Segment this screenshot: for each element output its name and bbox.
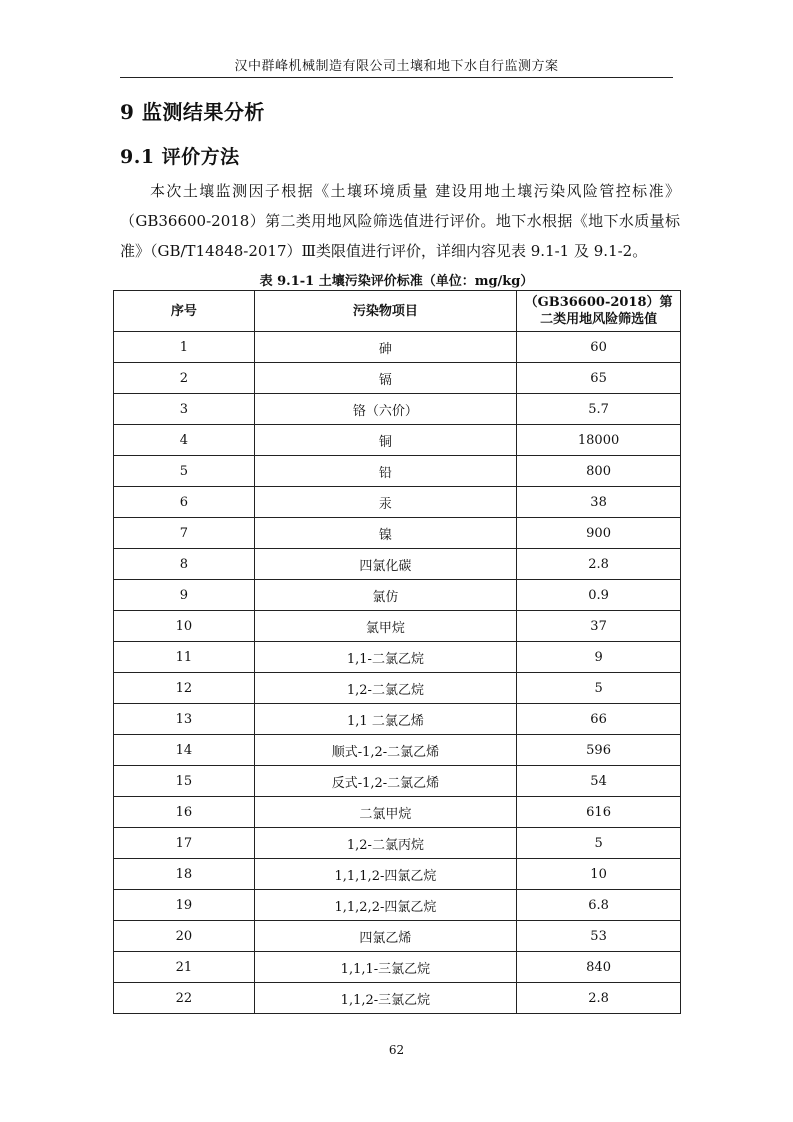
- pollution-standard-table: [113, 290, 681, 1014]
- table-row: [114, 456, 681, 487]
- table-row: [114, 952, 681, 983]
- cell-index: 4: [114, 425, 255, 456]
- table-row: [114, 797, 681, 828]
- subsection-heading: 9.1 评价方法: [120, 146, 240, 168]
- cell-pollutant: 1,1,1,2-四氯乙烷: [254, 859, 516, 890]
- cell-pollutant: 镉: [254, 363, 516, 394]
- table-row: [114, 487, 681, 518]
- cell-pollutant: 1,1,2,2-四氯乙烷: [254, 890, 516, 921]
- cell-screening-value: 5.7: [517, 394, 681, 425]
- cell-index: 5: [114, 456, 255, 487]
- cell-pollutant: 四氯化碳: [254, 549, 516, 580]
- cell-index: 9: [114, 580, 255, 611]
- cell-pollutant: 反式-1,2-二氯乙烯: [254, 766, 516, 797]
- cell-index: 8: [114, 549, 255, 580]
- cell-index: 6: [114, 487, 255, 518]
- cell-screening-value: 596: [517, 735, 681, 766]
- cell-pollutant: 砷: [254, 332, 516, 363]
- cell-screening-value: 10: [517, 859, 681, 890]
- table-body: [114, 332, 681, 1014]
- cell-screening-value: 840: [517, 952, 681, 983]
- column-header-index: 序号: [114, 291, 255, 332]
- table-row: [114, 518, 681, 549]
- table-header-row: [114, 291, 681, 332]
- table-row: [114, 828, 681, 859]
- cell-pollutant: 1,1-二氯乙烷: [254, 642, 516, 673]
- table-row: [114, 642, 681, 673]
- cell-screening-value: 2.8: [517, 549, 681, 580]
- table-row: [114, 673, 681, 704]
- table-row: [114, 859, 681, 890]
- table-row: [114, 921, 681, 952]
- cell-screening-value: 9: [517, 642, 681, 673]
- column-header-screening-value: （GB36600-2018）第二类用地风险筛选值: [517, 291, 681, 332]
- cell-index: 3: [114, 394, 255, 425]
- body-paragraph: 本次土壤监测因子根据《土壤环境质量 建设用地土壤污染风险管控标准》（GB36600-2018）第二类用地风险筛选值进行评价。地下水根据《地下水质量标准》（GB/T14848-2017）Ⅲ类限值进行评价，详细内容见表 9.1-1 及 9.1-2。: [120, 182, 680, 260]
- cell-index: 11: [114, 642, 255, 673]
- cell-index: 18: [114, 859, 255, 890]
- cell-pollutant: 铬（六价）: [254, 394, 516, 425]
- section-heading: 9 监测结果分析: [120, 100, 265, 124]
- table-row: [114, 611, 681, 642]
- cell-index: 21: [114, 952, 255, 983]
- column-header-pollutant: 污染物项目: [254, 291, 516, 332]
- cell-index: 12: [114, 673, 255, 704]
- cell-index: 1: [114, 332, 255, 363]
- cell-index: 15: [114, 766, 255, 797]
- cell-index: 14: [114, 735, 255, 766]
- cell-index: 2: [114, 363, 255, 394]
- page-number: 62: [388, 1043, 405, 1057]
- cell-screening-value: 53: [517, 921, 681, 952]
- cell-index: 16: [114, 797, 255, 828]
- cell-screening-value: 66: [517, 704, 681, 735]
- cell-index: 13: [114, 704, 255, 735]
- cell-index: 17: [114, 828, 255, 859]
- table-caption: 表 9.1-1 土壤污染评价标准（单位：mg/kg）: [259, 274, 534, 289]
- cell-index: 19: [114, 890, 255, 921]
- cell-index: 10: [114, 611, 255, 642]
- cell-pollutant: 二氯甲烷: [254, 797, 516, 828]
- cell-screening-value: 5: [517, 828, 681, 859]
- table-row: [114, 549, 681, 580]
- cell-pollutant: 铜: [254, 425, 516, 456]
- table-row: [114, 735, 681, 766]
- table-row: [114, 425, 681, 456]
- cell-pollutant: 1,1 二氯乙烯: [254, 704, 516, 735]
- cell-pollutant: 顺式-1,2-二氯乙烯: [254, 735, 516, 766]
- page-header: 汉中群峰机械制造有限公司土壤和地下水自行监测方案: [234, 59, 559, 74]
- table-row: [114, 363, 681, 394]
- cell-screening-value: 900: [517, 518, 681, 549]
- cell-pollutant: 镍: [254, 518, 516, 549]
- table-row: [114, 766, 681, 797]
- cell-screening-value: 2.8: [517, 983, 681, 1014]
- header-rule: [120, 77, 673, 78]
- cell-index: 7: [114, 518, 255, 549]
- cell-screening-value: 38: [517, 487, 681, 518]
- cell-pollutant: 氯甲烷: [254, 611, 516, 642]
- cell-screening-value: 616: [517, 797, 681, 828]
- table-row: [114, 394, 681, 425]
- cell-pollutant: 1,2-二氯丙烷: [254, 828, 516, 859]
- cell-pollutant: 汞: [254, 487, 516, 518]
- cell-screening-value: 60: [517, 332, 681, 363]
- table-row: [114, 704, 681, 735]
- cell-pollutant: 铅: [254, 456, 516, 487]
- table-row: [114, 580, 681, 611]
- cell-index: 22: [114, 983, 255, 1014]
- cell-pollutant: 四氯乙烯: [254, 921, 516, 952]
- cell-screening-value: 18000: [517, 425, 681, 456]
- table-row: [114, 983, 681, 1014]
- cell-screening-value: 54: [517, 766, 681, 797]
- cell-pollutant: 氯仿: [254, 580, 516, 611]
- table-row: [114, 332, 681, 363]
- cell-screening-value: 0.9: [517, 580, 681, 611]
- cell-pollutant: 1,1,2-三氯乙烷: [254, 983, 516, 1014]
- cell-index: 20: [114, 921, 255, 952]
- cell-pollutant: 1,1,1-三氯乙烷: [254, 952, 516, 983]
- cell-pollutant: 1,2-二氯乙烷: [254, 673, 516, 704]
- table-row: [114, 890, 681, 921]
- cell-screening-value: 37: [517, 611, 681, 642]
- cell-screening-value: 65: [517, 363, 681, 394]
- cell-screening-value: 800: [517, 456, 681, 487]
- cell-screening-value: 6.8: [517, 890, 681, 921]
- cell-screening-value: 5: [517, 673, 681, 704]
